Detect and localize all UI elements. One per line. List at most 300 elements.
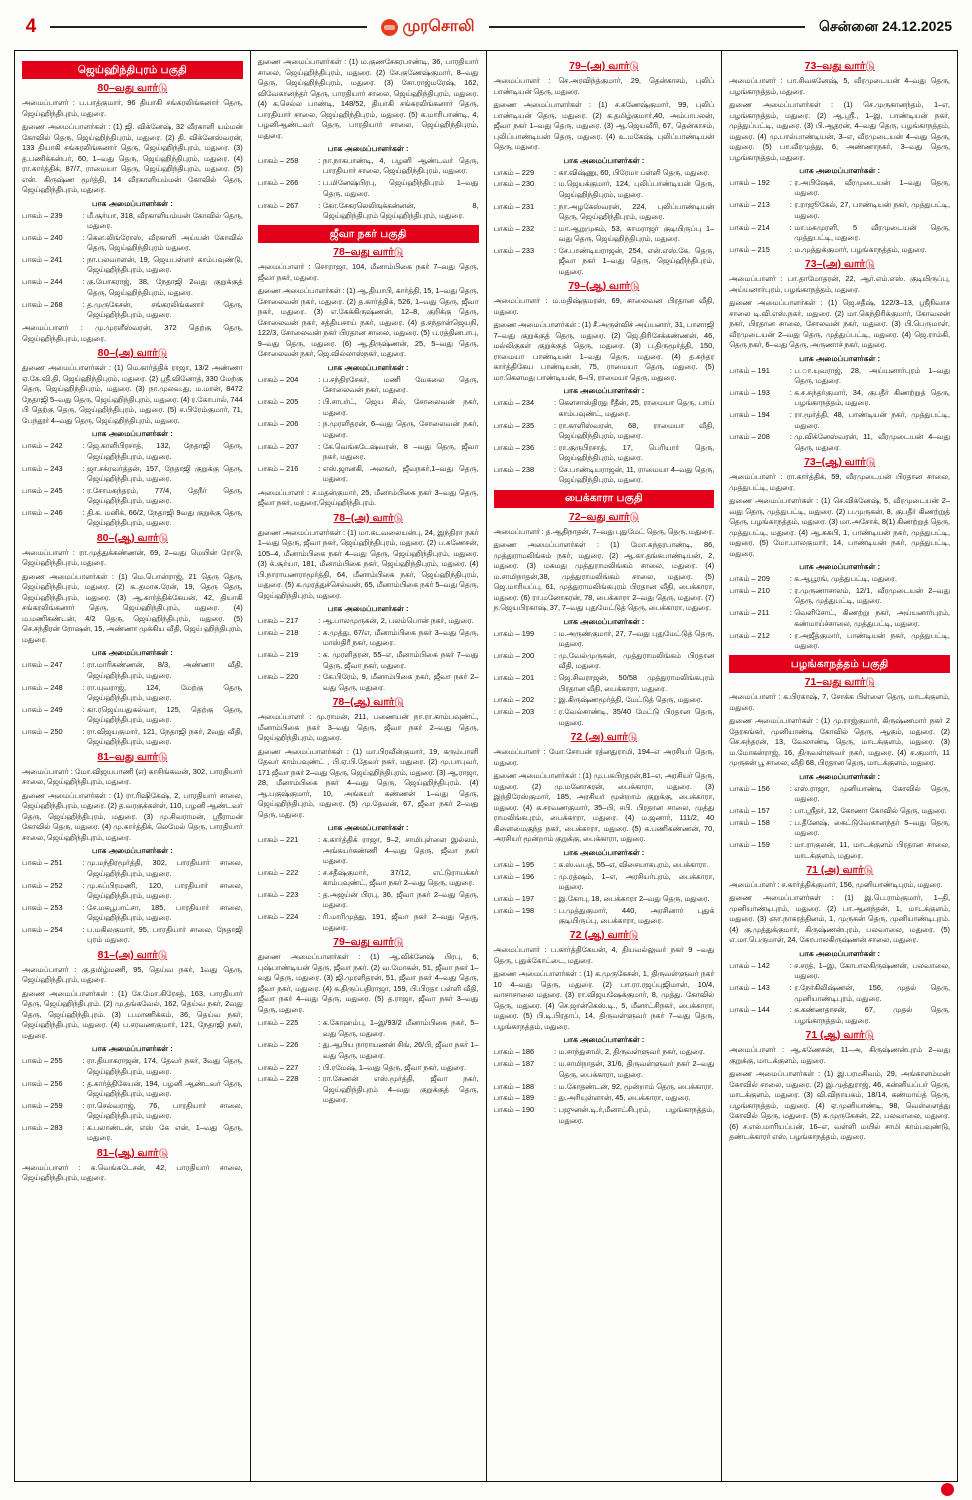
body-paragraph: துணை அமைப்பாளர்கள் : (1) ரா.ரிஷிகேஷ், 2, பாரதியார் சாலை, ஜெய்ஹிந்திபுரம், மதுரை. (2) த.வரகுக்கள்ள், 110, பழனி ஆண்டவர் தெரு, ஜெய்ஹிந்திபுரம், மதுரை. (3) மு.சிவராமன், ஸ்ரீராமன் கோவில் தெரு, மதுரை. (4) மு.கார்த்திக், லெமேல் தெரு, பாரதியார் சாலை, ஜெய்ஹிந்திபுரம், மதுரை. [22,790,243,842]
body-paragraph: அமைப்பாளர் : ச.கார்த்திக்குமார், 156, முனியாண்டிபுரம், மதுரை. [729,879,943,889]
masthead-rule-right [489,26,806,28]
separator-colon: : [82,660,85,670]
part-officer-list [22,660,243,747]
part-number: பாகம் – 206 [257,419,299,429]
part-number: பாகம் – 194 [729,410,770,420]
body-paragraph: அமைப்பாளர் : க.வெங்கடேசன், 42, பாரதியார் சாலை, ஜெய்ஹிந்திபுரம், மதுரை. [22,1162,243,1183]
part-officer-list [494,860,715,927]
part-officer-details: ப.சந்திரசேகர், மணி மேகலை தெரு, சோலைவன் நகர், மதுரை. [322,374,479,395]
part-number: பாகம் – 226 [257,1040,299,1050]
part-officer-details: க.பலாண்டன், எஸ் கே என், 1–வது தெரு, மதுரை. [87,1123,243,1143]
part-number: பாகம் – 203 [493,707,535,717]
part-officer-details: ர.சோமசுந்தரம், 77/4, தேநீர் தெரு, ஜெய்ஹிந்திபுரம், மதுரை. [87,485,243,506]
area-heading: ஜீவா நகர் பகுதி [258,225,479,243]
part-officer-details: து.அரியுள்ளான், 45, பைக்காரா, மதுரை. [558,1093,691,1103]
list-item [258,890,479,911]
part-number: பாகம் – 259 [22,1100,63,1110]
part-officer-details: து.ஆபிய நாராயணன் சிங், 26/பி, ஜீவா நகர் 1–வது தெரு, மதுரை. [322,1040,479,1060]
part-officer-details: நா.பலவாளன், 19, ஜெயபள்ளர் காம்பவுண்டு, ஜெய்ஹிந்திபுரம், மதுரை. [87,255,243,275]
part-officer-details: க.ஆபூரங், முத்துபட்டி, மதுரை. [794,574,898,584]
ward-heading: 79–(ஆ) வார்டு [568,280,640,293]
part-officer-details: ப.மகிலகுமார், 95, பாரதியார் சாலை, நேதாஜி புரம் மதுரை. [87,925,243,945]
list-item [729,223,950,244]
body-paragraph: அமைப்பாளர் : மோ.விஜயபாணி (எ) காசிங்கவன், 302, பாரதியார் சாலை, ஜெய்ஹிந்திபுரம், மதுரை. [22,766,243,787]
body-paragraph: அமைப்பாளர் : ப.கார்த்திகேயன், 4, தியவல்லுவர் நகர் 9 –வது தெரு, புதுக்கோட்டை, மதுரை. [493,945,715,965]
list-item [22,705,243,726]
ward-heading: 72 (அ) வார்டு [570,731,638,744]
separator-colon: : [82,1123,85,1132]
part-officer-details: ச.சரத், 1–இ, கோபாலகிருஷ்ணன், பலவாலை, மதுரை. [794,960,950,981]
ward-heading: 81–(அ) வார்டு [97,948,168,961]
part-number: பாகம் – 200 [493,651,535,661]
part-officer-details: த.கார்த்திகேயன், 194, பழனி ஆண்டவர் தெரு, ஜெய்ஹிந்திபுரம், மதுரை. [87,1078,243,1098]
part-number: பாகம் – 268 [22,299,63,309]
separator-colon: : [553,398,557,408]
body-paragraph: துணை அமைப்பாளர்கள் : (1) மு.பகபிரதரன்,81–எ, அரசியர் தெரு, மதுரை. (2) மு.மனோகரன், பைக்காரா, மதுரை. (3) இந்திரேஸ்குமார், 185, அரசியர் மூன்றாம் குறுக்கு, பைக்காரா, மதுரை. (4) க.சரவணகுமார், 35–பி, சபி. பிரதான சாலை, முத்து ராமலிங்கபுரம், பைக்காரா, மதுரை. (4) ம.ஜனார், 111/2, 40 கிளைமைகுந்த நகர், பைக்காரா, மதுரை. (5) க.பணிகண்ணன், 70, அரசியர் மூன்றாம் குறுக்கு, பைக்காரா, மதுரை. [493,771,715,844]
list-item [494,673,715,694]
part-officer-details: மீ.சூர்யா, 318, வீரகாளியம்மன் கோவில் தெரு, மதுரை. [87,210,243,230]
separator-colon: : [553,707,557,717]
part-number: பாகம் – 223 [257,890,299,900]
part-officer-details: ரா.விஜயகுமார், 121, நேதாஜி நகர், 2வது வீதி, ஜெய்ஹிந்திபுரம், மதுரை. [87,727,243,747]
body-paragraph: துணை அமைப்பாளர்கள் : (1) சீ.அருள்விச் அய்யனார், 31, பாளாஜி 7–வது குறுக்குத் தெரு, மதுரை. (2) ஜெ.திரிசேக்கண்ணன், 46, மல்லிகுகள் குறுக்குத் தெரு, மதுரை. (3) ப.திருமூர்த்தி, 150, ராமையா பாண்டியன் 1–வது தெரு, மதுரை. (4) த.சுந்தர கார்த்திகேய பாண்டியன், 75, ராமையா தெரு, மதுரை. (5) மா.கௌமது பாண்டியன், 6–பி, ராமையா தெரு, மதுரை. [493,320,715,382]
separator-colon: : [553,1105,557,1115]
part-number: பாகம் – 212 [729,630,770,640]
separator-colon: : [553,246,557,256]
part-number: பாகம் – 189 [493,1093,535,1103]
part-officer-details: ரா.சேணன் எஸ்.மூர்த்தி, ஜீவா நகர், ஜெய்ஹிந்திபுரம் 4–வது குறுக்குத் தெரு, மதுரை. [322,1074,479,1105]
separator-colon: : [318,835,321,845]
list-item [258,201,479,222]
part-number: பாகம் – 209 [729,574,770,584]
body-paragraph: துணை அமைப்பாளர்கள் : (1) ஜி. விக்னேஷ், 32 வீரகாளி யம்மன் கோவில் தெரு, ஜெய்ஹிந்திபுரம், மதுரை. (2) தி. விக்னேஸ்வரன், 133 தியாகி சங்கரலிங்கனார் தெரு, ஜெய்ஹிந்திபுரம், மதுரை. (3) த.பணிக்கன்பர், 60, 1–வது தெரு, ஜெய்ஹிந்திபுரம், மதுரை. (4) ரா.கார்த்திக், 87/7, ராமையா தெரு, ஜெய்ஹிந்திபுரம், மதுரை. (5) என். கிருஷ்ண மூர்த்தி, 14 வீரகாளியம்மன் கோவில் தெரு, ஜெய்ஹிந்திபுரம், மதுரை. [22,122,243,195]
part-number: பாகம் – 252 [22,880,63,890]
list-item [258,464,479,485]
part-number: பாகம் – 158 [729,817,770,827]
list-item [258,1074,479,1105]
list-item [258,616,479,626]
part-number: பாகம் – 207 [257,441,299,451]
part-number: பாகம் – 242 [22,441,63,451]
part-officer-details: க.கோஹம்பு, 1–இ/93/2 மீனாம்பிகை நகர், 5–வது தெரு, மதுரை. [322,1018,479,1038]
part-number: பாகம் – 217 [257,616,299,626]
list-item [22,1079,243,1100]
section-subheading: பாக அமைப்பாளர்கள் : [91,198,173,208]
body-paragraph: அமைப்பாளர் : ப.பாத்குமார், 96 தியாகி சங்கரலிங்கனார் தெரு, ஜெய்ஹிந்திபுரம், மதுரை. [22,98,243,118]
separator-colon: : [553,673,557,683]
part-number: பாகம் – 246 [22,508,63,518]
part-officer-details: சே.பாண்டியராஜன், 11, ராமையா 4–வது தெரு, ஜெய்ஹிந்திபுரம், மதுரை. [558,464,715,485]
list-item [494,1059,715,1080]
list-item [729,410,950,431]
separator-colon: : [318,1062,321,1072]
list-item [729,631,950,652]
body-paragraph: துணை அமைப்பாளர்கள் : (1) சே.மோ.கிரேசத், 163, பாரதியார் தெரு, ஜெய்ஹிந்திபுரம். (2) மு.தங்கவேல், 162, தெய்வ நகர், 2வது தெரு, ஜெய்ஹிந்திபுரம். (3) ப.மாணிக்கம், 36, தெய்வ நகர், ஜெய்ஹிந்திபுரம், மதுரை. (4) ப.சரவணகுமார், 121, நேதாஜி நகர், மதுரை. [22,988,243,1040]
body-paragraph: துணை அமைப்பாளர்கள் : (1) மெ.கார்த்திக் ராஜா, 13/2 அண்ணா ஏ.கே.வி.தி, ஜெய்ஹிந்திபுரம், மதுரை. (2) ஸ்ரீ.வினோத், 330 மேற்கு தெரு, ஜெய்ஹிந்திபுரம், மதுரை. (3) நா.முலவ.து, ம.மான், 8472 நேதாஜி 5–வது தெரு, ஜெய்ஹிந்திபுரம், மதுரை. (4) ர.கோபால், 744 பி தெற்கு தெரு, ஜெய்ஹிந்திபுரம், மதுரை. (5) ச.பிரேம்குமார், 71, பேந்தூர் 4–வது தெரு, ஜெய்ஹிந்திபுரம், மதுரை. [22,363,243,425]
part-number: பாகம் – 245 [22,485,63,495]
part-number: பாகம் – 235 [493,420,535,430]
content-frame [14,50,958,1482]
part-officer-details: ரா.மூர்த்தி, 48, பாண்டியன் நகர், முத்துபட்டி, மதுரை. [794,410,950,430]
list-item [494,398,715,419]
part-officer-details: ர.நேர்கிலிஷ்ணன், 156, முதல் தெரு, முனியாண்டிபுரம், மதுரை. [794,983,950,1003]
ward-heading: 78–(அ) வார்டு [333,511,403,524]
separator-colon: : [318,628,321,638]
list-item [729,784,950,805]
separator-colon: : [82,299,85,309]
section-subheading: பாக அமைப்பாளர்கள் : [563,386,645,396]
list-item [494,629,715,650]
part-officer-list [258,375,479,485]
section-subheading: பாக அமைப்பாளர்கள் : [327,144,409,154]
body-paragraph: துணை அமைப்பாளர்கள் : (1) மெ.பொன்ராஜ், 21 தெரு தெரு, ஜெய்ஹிந்திபுரம், மதுரை. (2) க..தமாக.ரேன், 19, தெரு தெரு, ஜெய்ஹிந்திபுரம், மதுரை. (3) ஆ.கார்த்திக்கேயன், 42, தியாகி சங்கரலிங்கனார் தெரு, ஜெய்ஹிந்திபுரம், மதுரை. (4) ம.மணிகண்டன், 4/2 தெரு, ஜெய்ஹிந்திபுரம், மதுரை. (5) செ.சந்திரன் ரோஷன், 15, அண்ணா முக்கிய வீதி, ஜெய் ஹிந்திபுரம், மதுரை. [22,571,243,644]
list-item [729,608,950,629]
part-officer-list [729,366,950,453]
part-number: பாகம் – 236 [493,442,535,452]
part-number: பாகம் – 283 [22,1123,63,1132]
section-subheading: பாக அமைப்பாளர்கள் : [799,353,880,363]
separator-colon: : [553,420,557,430]
separator-colon: : [553,695,557,705]
list-item [258,672,479,693]
ward-heading: 81–வது வார்டு [97,750,168,763]
part-officer-details: மு.மந்திரமூர்த்தி, 302, பாரதியார் சாலை, ஜெய்ஹிந்திபுரம், மதுரை. [87,858,243,878]
body-paragraph: துணை அமைப்பாளர்கள் : (1) ம.குணசேகரபாண்டி, 36, பாரதியார் சாலை, ஜெய்ஹிந்திபுரம், மதுரை. (2) சே.குணேஷ்குமார், 8–வது தெரு, ஜெய்ஹிந்திபுரம், மதுரை. (3) சோ.ராஜ்மரேஷ், 162, விவேகானந்தர் தெரு, பாரதியார் சாலை, ஜெய்ஹிந்திபுரம், மதுரை. (4) க.செல்ல பாண்டி, 148/52, தியாகி சங்கரலிங்கனார் தெரு, பாரதியார் சாலை, ஜெய்ஹிந்திபுரம், மதுரை. (5) க.மாரிபாண்டி, 4, பழனிஆண்டவர் தெரு, பாரதியார் சாலை, ஜெய்ஹிந்திபுரம், மதுரை. [257,57,479,140]
list-item [258,1063,479,1073]
part-number: பாகம் – 201 [493,673,535,683]
separator-colon: : [789,200,792,210]
list-item [258,868,479,889]
ward-heading: 78–(ஆ) வார்டு [332,696,404,709]
part-number: பாகம் – 266 [257,178,299,188]
part-officer-details: பா.ஸ்ரீதர், 12, கோணா கோவில் தெரு, மதுரை. [794,806,947,816]
list-item [729,1005,950,1026]
separator-colon: : [82,463,85,473]
part-officer-details: ப.ா.யுவராஜ், 28, அய்யனார்புரம் 1–வது தெரு, மதுரை. [794,365,950,386]
part-officer-details: இ.கிருஷ்ணமூர்த்தி, மேட்டுத் தெரு, மதுரை. [558,695,703,705]
list-item [729,983,950,1004]
separator-colon: : [82,704,85,714]
part-number: பாகம் – 216 [257,463,299,473]
list-item [494,1082,715,1092]
part-officer-details: க.ஸ்.வபத், 55–எ, விசையாகபுரம், பைக்காரா. [558,859,709,869]
ward-heading: 80–(அ) வார்டு [97,347,168,360]
part-number: பாகம் – 231 [493,201,535,211]
part-officer-list [258,616,479,693]
part-number: பாகம் – 232 [493,223,535,233]
part-number: பாகம் – 186 [493,1047,535,1057]
footer-marker [941,1483,954,1496]
part-number: பாகம் – 230 [493,179,535,189]
part-officer-details: ரா.மாரிகண்ணன், 8/3, அண்ணா வீதி, ஜெய்ஹிந்திபுரம், மதுரை. [87,660,243,680]
part-number: பாகம் – 199 [493,628,535,638]
list-item [258,442,479,463]
list-item [22,858,243,879]
ward-heading: 80–வது வார்டு [97,82,168,94]
body-paragraph: அமைப்பாளர் : மு.ராமன், 211, பணையன் நா.ரா.காம்பவுண்ட், மீனாம்பிகை நகர் 3–வது தெரு, ஜீவா நகர் 2–வது தெரு, ஜெய்ஹிந்திபுரம், மதுரை. [257,712,479,743]
separator-colon: : [789,574,792,584]
list-item [494,421,715,442]
separator-colon: : [318,650,321,660]
part-officer-details: க.முத்து, 67/எ, மீனாம்பிகை நகர் 3–வது தெரு, மாஸ்திரீ நகர், மதுரை. [322,628,479,648]
list-item [494,246,715,277]
text-column-3 [486,51,722,1481]
separator-colon: : [789,630,792,640]
part-officer-details: மா.ஆறுமுகம், 53, காமராஜர் குடியிருப்பு 1–வது தெரு, ஜெய்ஹிந்திபுரம், மதுரை. [558,223,715,244]
part-number: பாகம் – 204 [257,374,299,384]
separator-colon: : [318,867,321,877]
separator-colon: : [82,858,85,868]
separator-colon: : [318,463,321,473]
section-subheading: பாக அமைப்பாளர்கள் : [91,429,173,439]
list-item [258,912,479,933]
body-paragraph: துணை அமைப்பாளர்கள் : (1) மா.கடவலையன்பு, 24, இந்திரா நகர் 1–வது தெரு, ஜீவா நகர், ஜெய்ஹிந்திபுரம், மதுரை. (2) ப.கணேசன், 105–4, மீனாம்பிகை நகர் 4–வது தெரு, ஜெய்ஹிந்திபுரம், மதுரை. (3) க்.சூர்யா, 181, மீனாம்பிகை நகர், ஜெய்ஹிந்திபுரம், மதுரை. (4) பி.நாராயணராமூர்த்தி, 64, மீனாம்பிகை நகர், ஜெய்ஹிந்திபுரம், மதுரை. (5) க.முரத்துச்செல்வன், 65, மீனாம்பிகை நகர் 5–வது தெரு, ஜெய்ஹிந்திபுரம், மதுரை. [257,527,479,600]
separator-colon: : [318,672,321,682]
list-item [22,727,243,748]
part-number: பாகம் – 227 [257,1062,299,1072]
list-item [258,835,479,866]
separator-colon: : [553,859,557,869]
sun-logo-icon [381,19,398,36]
list-item [494,894,715,904]
separator-colon: : [318,1074,321,1084]
part-officer-details: சே.மகபூபாட்சா, 185, பாரதியார் சாலை, ஜெய்ஹிந்திபுரம், மதுரை. [87,902,243,923]
separator-colon: : [82,902,85,912]
list-item [22,1056,243,1077]
part-officer-list [729,574,950,651]
separator-colon: : [82,255,85,265]
part-officer-details: மு.விக்னேஸ்வரன், 11, வீரமுடையன் 4–வது தெரு, மதுரை. [794,432,950,452]
part-officer-details: க.ச.சுந்தர்குமார், 34, குபதீர் கிணற்றுத் தெரு, பழங்காநத்தம், மதுரை. [794,387,950,408]
list-item [22,277,243,298]
ward-heading: 73–(ஆ) வார்டு [804,456,876,469]
part-officer-list [258,835,479,933]
separator-colon: : [318,890,321,900]
list-item [258,375,479,396]
part-officer-details: வெளிசோட், கிணற்று நகர், அய்யனார்புரம், கண்மாய்ச்சாலை, முத்துபட்டி, மதுரை. [794,608,950,628]
list-item [22,464,243,485]
part-number: பாகம் – 249 [22,704,63,714]
body-paragraph: துணை அமைப்பாளர்கள் : (1) செ.முருகானந்தம், 1–எ, பழங்காநத்தம், மதுரை. (2) ஆ.ஸ்ரீ., 1–இ, பாண்டியன் நகர், முத்துப்பட்டி, மதுரை. (3) பி.ஆதரன், 4–வது தெரு, பழங்காநத்தம், மதுரை. (4) மு.பால்பாண்டியன், 3–எ, வீரமுடையன் 4–வது தெரு, மதுரை. (5) பா.வீரமுத்து, 6, அண்ணாநகர், 3–வது தெரு, பழங்காநத்தம், மதுரை. [729,100,950,162]
separator-colon: : [789,586,792,596]
part-officer-list [494,1047,715,1126]
list-item [22,233,243,254]
part-number: பாகம் – 197 [493,893,535,903]
list-item [494,860,715,870]
part-number: பாகம் – 250 [22,727,63,737]
section-subheading: பாக அமைப்பாளர்கள் : [563,1035,645,1045]
body-paragraph: அமைப்பாளர் : ரா.முத்துக்கண்ணன், 69, 2–வது மெயின் ரோடு, ஜெய்ஹிந்திபுரம், மதுரை. [22,547,243,568]
part-officer-details: தி.க. மனிக், 66/2, நேதாஜி 9வது குறுக்கு தெரு, ஜெய்ஹிந்திபுரம், மதுரை. [87,508,243,528]
part-officer-list [729,784,950,861]
separator-colon: : [318,397,321,407]
section-subheading: பாக அமைப்பாளர்கள் : [327,604,409,614]
part-officer-details: ம.சாந்துசாமி, 2, திருவள்ளுவர் நகர், மதுரை. [558,1047,705,1057]
part-number: பாகம் – 225 [257,1018,299,1028]
separator-colon: : [82,441,85,451]
part-number: பாகம் – 220 [257,672,299,682]
part-number: பாகம் – 156 [729,783,770,793]
body-paragraph: அமைப்பாளர் : ம.மதிஷ்குமரன், 69, சாலைவன பிரதான வீதி, மதுரை. [493,296,715,316]
separator-colon: : [789,365,792,375]
list-item [258,178,479,199]
ward-heading: 73–(அ) வார்டு [804,258,875,271]
area-heading: ஜெய்ஹிந்திபுரம் பகுதி [22,61,243,79]
part-number: பாகம் – 234 [493,398,535,408]
part-officer-details: இ.கோபு, 18, பைக்காரா 2–வது தெரு, மதுரை. [558,893,710,903]
part-officer-details: ம.அருண்குமார், 27, 7–வது புதுமேட்டுத் தெரு, மதுரை. [558,628,715,649]
list-item [494,651,715,672]
part-number: பாகம் – 190 [493,1105,535,1115]
part-officer-details: ப.முத்துகுமார், 440, அரசினார் புதுக் குடியிருப்பு, பைக்காரா, மதுரை. [558,905,715,925]
separator-colon: : [553,201,557,211]
ward-heading: 78–வது வார்டு [333,246,404,259]
list-item [22,683,243,704]
part-number: பாகம் – 214 [729,222,770,232]
section-subheading: பாக அமைப்பாளர்கள் : [91,846,173,856]
part-officer-details: எஸ்.ராஜா, முனியாண்டி கோவில் தெரு, மதுரை. [794,783,950,804]
list-item [729,961,950,982]
list-item [494,1093,715,1103]
body-paragraph: அமைப்பாளர் : பா.தாமோதரன், 22, ஆர்.எம்.எஸ். குடியிருப்பு, அய்யனார்புரம், பழங்காநத்தம், மதுரை. [729,274,950,294]
section-subheading: பாக அமைப்பாளர்கள் : [91,1044,173,1054]
part-number: பாகம் – 256 [22,1078,63,1088]
separator-colon: : [789,244,792,254]
list-item [494,872,715,893]
part-number: பாகம் – 202 [493,695,535,705]
part-number: பாகம் – 142 [729,960,770,970]
section-subheading: பாக அமைப்பாளர்கள் : [563,847,645,857]
body-paragraph: துணை அமைப்பாளர்கள் : (1) இ.பரமசிவம், 29, அங்காளம்மன் கோவில் சாலை, மதுரை. (2) இ.முத்துராஜ், 46, கன்னியப்பர் தெரு, மாடக்குளம், மதுரை. (3) வி.விநாயகம், 18/14, கண்மாய்த் தெரு, பழங்காநத்தம், மதுரை. (4) ஏ.முனியாண்டி, 98, வெள்ளைத்து கோவில் தெரு, மதுரை. (5) க.முருகேசன், 22, பலவாலை, மதுரை. (6) ச.எல்.மாரியப்பன், 16–எ, வள்ளி மயில் சாமி காம்பவுண்டு, தண்டக்காரர் எஸ், பழங்காநத்தம், மதுரை. [729,1069,950,1142]
list-item [258,1040,479,1061]
part-officer-details: கௌசாஸ்திரது ரீதீன், 25, ராமையா தெரு, பாய் காம்பவுண்ட், மதுரை. [558,398,715,418]
part-officer-details: ர.ராஜூகேல், 27, பாண்டியன் நகர், முத்துபட்டி, மதுரை. [794,200,950,220]
list-item [729,432,950,453]
separator-colon: : [318,374,321,384]
section-subheading: பாக அமைப்பாளர்கள் : [563,155,645,165]
list-item [729,840,950,861]
body-paragraph: அமைப்பாளர் : மு.முரளீஸ்வரன், 372 தெற்கு தெரு, ஜெய்ஹிந்திபுரம், மதுரை. [22,323,243,343]
section-subheading: பாக அமைப்பாளர்கள் : [799,771,880,781]
list-item [22,881,243,902]
ward-heading: 80–(ஆ) வார்டு [96,531,168,544]
list-item [494,179,715,200]
ward-heading: 81–(ஆ) வார்டு [96,1146,168,1159]
part-officer-details: ரா.யுவராஜ், 124, மேற்கு தெரு, ஜெய்ஹிந்திபுரம், மதுரை. [87,682,243,702]
part-officer-list [729,178,950,255]
list-item [258,628,479,649]
part-officer-details: ம.கோதண்டன், 92, மூன்றாம் தெரு, பைக்காரா. [558,1081,714,1091]
body-paragraph: துணை அமைப்பாளர்கள் : (1) ஜெ.சதீஷ், 122/3–13, ஸ்ரீநிவாச சாலை டி.வி.எஸ்.நகர், மதுரை. (2) மா.கெந்திரிக்குமார், கோவலன் நகர், பிரதான சாலை, சோலவன் நகர், மதுரை. (3) பி.பெருமாள், வீரமுடையன் 2–வது தெரு, முத்துப்பட்டி, மதுரை. (4) ஜெ.ராம்கி, தெரு நகர், 6–வது தெரு, அருணாச் நகர், மதுரை. [729,298,950,350]
part-officer-details: ஜெ.சிவராஜன், 50/58 முத்துராமலிங்கபுரம் பிரதான வீதி, பைக்காரா, மதுரை. [558,673,715,693]
list-item [729,366,950,387]
separator-colon: : [789,1005,792,1015]
part-number: பாகம் – 248 [22,682,63,692]
part-number: பாகம் – 192 [729,178,770,188]
body-paragraph: துணை அமைப்பாளர்கள் : (1) ஆ.விக்னேஷ் பிரபு, 6, புஷ்பாண்டியன் தெரு, ஜீவா நகர். (2) வ.மோகன், 51, ஜீவா நகர் 1–வது தெரு, மதுரை. (3) ஜி.முரளிதரன், 51, ஜீவா நகர் 4–வது தெரு, ஜீவா நகர், மதுரை. (4) க.திருப்பதிராஜா, 159, பி.பிரதா பள்ளி வீதி, ஜீவா நகர் 4–வது தெரு, மதுரை. (5) த.ராஜா, ஜீவா நகர் 3–வது தெரு, மதுரை. [257,952,479,1014]
part-number: பாகம் – 187 [493,1059,535,1069]
separator-colon: : [318,912,321,922]
separator-colon: : [82,210,85,220]
separator-colon: : [318,200,321,210]
body-paragraph: அமைப்பாளர் : ரா.கார்த்திக், 59, வீரமுடையன் பிரதான சாலை, முத்துபட்டி, மதுரை. [729,472,950,492]
part-officer-details: ச.சதீஷ்குமார், 37/12, எட்டுராயக்கர் காம்பவுண்ட், ஜீவா நகர் 2–வது தெரு, மதுரை. [322,867,479,888]
separator-colon: : [553,628,557,638]
part-officer-details: பஜுனன்.டி.ர்,மீனாட்சிபுரம், பழங்காநத்தம், மதுரை. [558,1105,715,1125]
separator-colon: : [82,508,85,518]
list-item [22,255,243,276]
text-column-2 [250,51,486,1481]
list-item [22,660,243,681]
separator-colon: : [82,925,85,935]
part-number: பாகம் – 219 [257,650,299,660]
list-item [22,486,243,507]
list-item [494,443,715,464]
part-number: பாகம் – 210 [729,586,770,596]
part-officer-list [258,1018,479,1105]
part-number: பாகம் – 254 [22,925,63,935]
body-paragraph: துணை அமைப்பாளர்கள் : (1) செ.விக்னேஷ், 5, வீரமுடையன் 2–வது தெரு, முத்துபட்டி, மதுரை. (2) ப.முருகன், 8, குபதீர் கிணற்றுத் தெரு, பழங்காநத்தம், மதுரை. (3) மா.அசோக், 8(1) கிணற்றுத் தெரு, முத்துபட்டி, மதுரை. (4) ஆ.சுகபி, 1, பாண்டியன் நகர், முத்துபட்டி, மதுரை. (5) மோ.பாலகுமார், 14, பாண்டியன் நகர், முத்துபட்டி, மதுரை. [729,496,950,558]
part-number: பாகம் – 191 [729,365,770,375]
part-officer-details: ந.முரளிதரன், 6–வது தெரு, சோலைவன் நகர், மதுரை. [322,419,479,439]
part-officer-details: ரா.காளிஸ்வரன், 68, ராமையா வீதி, ஜெய்ஹிந்திபுரம், மதுரை. [558,420,715,440]
body-paragraph: அமைப்பாளர் : ஆ.கணேசன், 11–அ, கிருஷ்ணன்புரம் 2–வது குறுக்கு, மாடக்குளம், மதுரை. [729,1045,950,1065]
separator-colon: : [553,871,557,881]
part-officer-details: கௌ.லிங்ரோஸ், வீரகாளி அய்யன் கோவில் தெரு, ஜெய்ஹிந்திபுரம் மதுரை. [87,232,243,253]
part-officer-details: கு.யோகராஜ், 38, நேதாஜி 2வது குறுக்குத் தெரு, ஜெய்ஹிந்திபுரம், மதுரை. [87,277,243,297]
list-item [494,465,715,486]
part-officer-details: மா.மகமுரளி, 5 வீரமுடையன் தெரு, முத்துபட்டி, மதுரை. [794,222,950,242]
list-item [494,1105,715,1126]
separator-colon: : [789,806,792,816]
part-officer-details: கா.விஷ்ணு, 60, பிரேமா பள்ளி தெரு, மதுரை. [558,167,710,177]
part-officer-details: மு.சுப்பிரமணி, 120, பாரதியார் சாலை, ஜெய்ஹிந்திபுரம், மதுரை. [87,880,243,900]
list-item [258,650,479,671]
separator-colon: : [553,651,557,661]
separator-colon: : [553,1093,557,1103]
separator-colon: : [553,179,557,189]
part-officer-details: ரா.தியாகராஜன், 174, தேவர் நகர், 3வது தெரு, ஜெய்ஹிந்திபுரம், மதுரை. [87,1056,243,1076]
separator-colon: : [318,1018,321,1028]
list-item [22,1123,243,1144]
part-officer-details: மா.ராகுலன், 11, மாடக்குளம் பிரதான சாலை, மாடக்குளம், மதுரை. [794,840,950,860]
part-number: பாகம் – 255 [22,1056,63,1066]
part-number: பாகம் – 241 [22,255,63,265]
separator-colon: : [318,616,321,626]
list-item [22,508,243,529]
body-paragraph: துணை அமைப்பாளர்கள் : (1) இ.பெ.ராம்குமார், 1–தி, முனியாண்டிபுரம், மதுரை. (2) பா.ஆனந்தன், 1, மாடக்குளம், மதுரை. (3) ஞா.நாகரத்தினம், 1, முருகன் தெரு, முனியாண்டிபுரம். (4) கு.முத்துக்குமார், கிருஷ்ணன்புரம், பலவாலை, மதுரை. (5) எ.மா.பெருமாள், 24, கோபாலகிருஷ்ணன் சாலை, மதுரை. [729,893,950,945]
separator-colon: : [789,608,792,618]
part-officer-details: ர.அபிஷேக், வீரமுடையன் 1–வது தெரு, மதுரை. [794,178,950,198]
list-item [494,168,715,178]
body-paragraph: அமைப்பாளர் : சொராஜா, 104, மீனாம்பிகை நகர் 7–வது தெரு, ஜீவா நகர், மதுரை. [257,262,479,282]
part-number: பாகம் – 221 [257,835,299,845]
part-number: பாகம் – 213 [729,200,770,210]
separator-colon: : [318,419,321,429]
separator-colon: : [82,727,85,737]
paper-name: முரசொலி [402,18,475,35]
part-officer-details: ரி.மாரிமுத்து, 191, ஜீவா நகர் 2–வது தெரு, மதுரை. [322,912,479,932]
part-officer-details: த.அஜய்ன் பிரபு, 36, ஜீவா நகர் 2–வது தெரு, மதுரை. [322,890,479,910]
list-item [258,156,479,177]
part-officer-details: த.முருகேசன், சங்கரலிங்கனார் தெரு, ஜெய்ஹிந்திபுரம், மதுரை. [87,299,243,319]
separator-colon: : [789,222,792,232]
part-officer-details: கே.பிரேம், 9, மீனாம்பிகை நகர், ஜீவா நகர் 2–வது தெரு, மதுரை. [322,672,479,692]
separator-colon: : [553,223,557,233]
section-subheading: பாக அமைப்பாளர்கள் : [327,823,409,833]
list-item [729,388,950,409]
part-number: பாகம் – 157 [729,806,770,816]
